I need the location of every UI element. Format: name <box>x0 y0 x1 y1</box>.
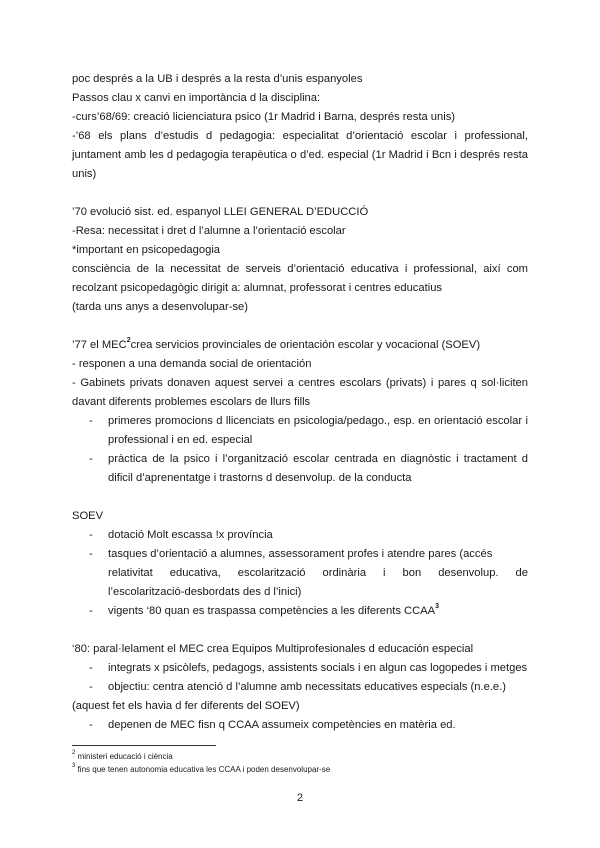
footnote: $^3$ fins que tenen autonomia educativa les CCAA i poden desenvolupar-se <box>72 763 331 774</box>
section-heading: ‘80: paral·lelament el MEC crea Equipos Multiprofesionales d educación especial <box>72 643 474 655</box>
bullet-item: - tasques d’orientació a alumnes, assessorament profes i atendre pares (accés relativitat educativa, escolarització ordinària i bon desenvolup. de l’escolarització-desbordats des d l’inici) <box>89 548 528 598</box>
bullet-item: - integrats x psicòlefs, pedagogs, assistents socials i en algun cas logopedes i metges <box>89 662 528 674</box>
footnote-ref: 3 <box>435 603 440 611</box>
text-line: Passos clau x canvi en importància d la disciplina: <box>72 92 321 104</box>
document-body <box>72 70 528 735</box>
bullet-item: - depenen de MEC fisn q CCAA assumeix competències en matèria ed. <box>89 719 456 731</box>
text-paragraph: -’68 els plans d’estudis d pedagogia: especialitat d’orientació escolar i professional, juntament amb les d pedagogia terapèutica o d’ed. especial (1r Madrid i Bcn i després resta unis) <box>72 130 528 180</box>
text-paragraph: - Gabinets privats donaven aquest servei a centres escolars (privats) i pares q sol·liciten davant diferents problemes escolars de llurs fills <box>72 377 528 408</box>
text-line: (tarda uns anys a desenvolupar-se) <box>72 301 248 313</box>
page-number: 2 <box>296 792 304 804</box>
bullet-item: - primeres promocions d llicenciats en psicologia/pedago., esp. en orientació escolar i professional i en ed. especial <box>89 415 528 446</box>
text-line: - responen a una demanda social de orientación <box>72 358 312 370</box>
text-paragraph: consciència de la necessitat de serveis d’orientació educativa i professional, així com recolzant psicopedagògic dirigit a: alumnat, professorat i centres educatius <box>72 263 528 294</box>
section-heading: SOEV <box>72 510 104 522</box>
text-line: *important en psicopedagogia <box>72 244 221 256</box>
footnote: $^2$ ministeri educació i ciència <box>72 750 173 761</box>
text-line: (aquest fet els havia d fer diferents del SOEV) <box>72 700 300 712</box>
bullet-item: - objectiu: centra atenció d l’alumne amb necessitats educatives especials (n.e.e.) <box>89 681 506 693</box>
section-heading: ’70 evolució sist. ed. espanyol LLEI GENERAL D’EDUCCIÓ <box>72 206 369 218</box>
footnote-ref: 2 <box>126 337 131 345</box>
text-line: poc després a la UB i després a la resta d’unis espanyoles <box>72 73 363 85</box>
text-line: -Resa: necessitat i dret d l’alumne a l’orientació escolar <box>72 225 346 237</box>
text-line: -curs’68/69: creació licienciatura psico (1r Madrid i Barna, després resta unis) <box>72 111 456 123</box>
bullet-item: - dotació Molt escassa !x província <box>89 529 273 541</box>
bullet-item: - pràctica de la psico i l’organització escolar centrada en diagnòstic i tractament d dificil d’aprenentatge i trastorns d desenvolup. de la conducta <box>89 453 528 484</box>
section-heading: ’77 el MEC$^2$crea servicios provinciales de orientación escolar y vocacional (SOEV) <box>72 337 481 351</box>
footnote-separator <box>72 745 216 746</box>
bullet-item: - vigents ‘80 quan es traspassa competències a les diferents CCAA$^3$ <box>89 603 440 617</box>
